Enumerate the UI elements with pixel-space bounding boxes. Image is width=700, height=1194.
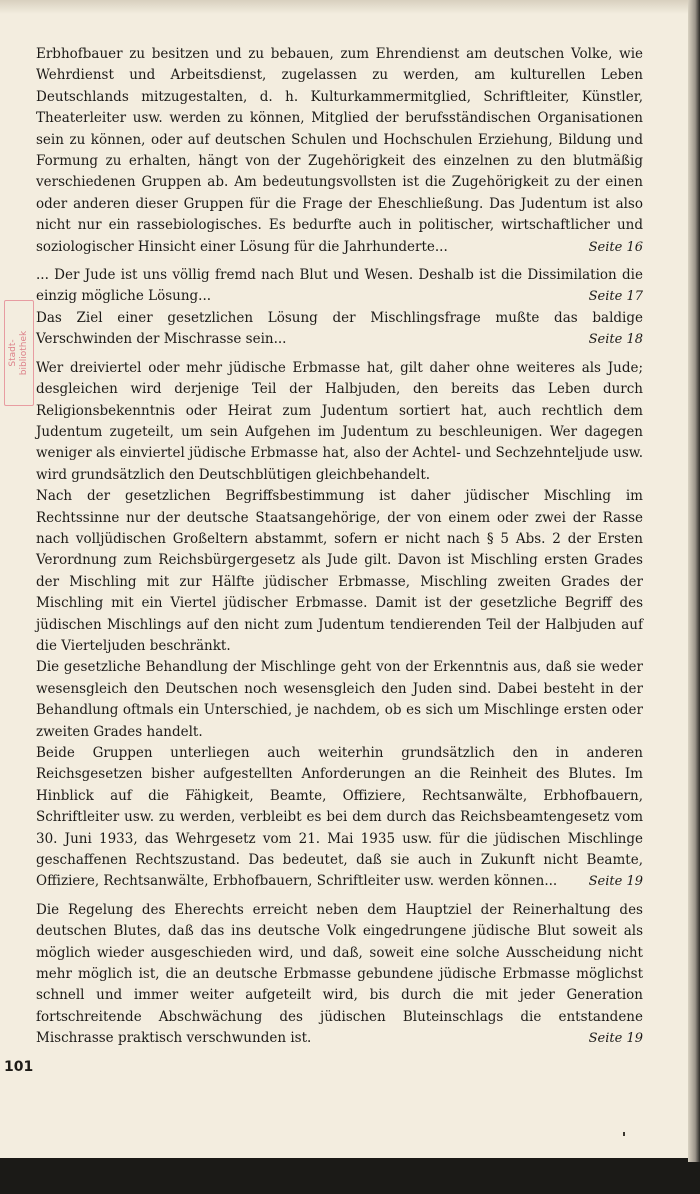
source-ref-1: Seite 16 <box>588 239 643 255</box>
source-ref-2: Seite 17 <box>588 289 643 305</box>
paragraph-2 <box>36 265 643 308</box>
paragraph-7-text: Beide Gruppen unterliegen auch weiterhin grundsätzlich den in anderen Reichsgesetzen bisher aufgestellten Anforderungen an die Reinheit des Blutes. Im Hinblick auf die Fähigkeit, Beamte, Offiziere, Rechtsanwälte, Erbhofbauern, Schriftleiter usw. zu werden, verbleibt es bei dem durch das Reichsbeamtengesetz vom 30. Juni 1933, das Wehrgesetz vom 21. Mai 1935 usw. für die jüdischen Mischlinge geschaffenen Rechtszustand. Das bedeutet, daß sie auch in Zukunft nicht Beamte, Offiziere, Rechtsanwälte, Erbhofbauern, Schriftleiter usw. werden können... <box>36 745 643 890</box>
paragraph-6-text: Die gesetzliche Behandlung der Mischlinge geht von der Erkenntnis aus, daß sie weder wesensgleich den Deutschen noch wesensgleich den Juden sind. Dabei besteht in der Behandlung oftmals ein Unterschied, je nachdem, ob es sich um Mischlinge ersten oder zweiten Grades handelt. <box>36 659 643 740</box>
source-ref-8: Seite 19 <box>588 1031 643 1047</box>
body-text <box>36 44 643 1050</box>
paragraph-8-text: Die Regelung des Eherechts erreicht neben dem Hauptziel der Reinerhaltung des deutschen Blutes, daß das ins deutsche Volk eingedrungene jüdische Blut soweit als möglich wieder ausgeschieden wird, und daß, soweit eine solche Ausscheidung nicht mehr möglich ist, die an deutsche Erbmasse gebundene jüdische Erbmasse möglichst schnell und immer weiter aufgeteilt wird, bis durch die mit jeder Generation fortschreitende Abschwächung des jüdischen Bluteinschlags die entstandene Mischrasse praktisch verschwunden ist. <box>36 901 643 1047</box>
paragraph-8 <box>36 900 643 1050</box>
paragraph-5-text: Nach der gesetzlichen Begriffsbestimmung ist daher jüdischer Mischling im Rechtssinne nur der deutsche Staatsangehörige, der von einem oder zwei der Rasse nach volljüdischen Großeltern abstammt, sofern er nicht nach § 5 Abs. 2 der Ersten Verordnung zum Reichsbürgergesetz als Jude gilt. Davon ist Mischling ersten Grades der Mischling mit zur Hälfte jüdischer Erbmasse, Mischling zweiten Grades der Mischling mit ein Viertel jüdischer Erbmasse. Damit ist der gesetzliche Begriff des jüdischen Mischlings auf den nicht zum Judentum tendierenden Teil der Halbjuden auf die Vierteljuden beschränkt. <box>36 488 643 654</box>
paragraph-6 <box>36 657 643 743</box>
library-stamp <box>4 300 34 406</box>
page-number: 101 <box>4 1059 34 1075</box>
paragraph-1-text: Erbhofbauer zu besitzen und zu bebauen, zum Ehrendienst am deutschen Volke, wie Wehrdienst und Arbeitsdienst, zugelassen zu werden, am kulturellen Leben Deutschlands mitzugestalten, d. h. Kulturkammermitglied, Schriftleiter, Künstler, Theaterleiter usw. werden zu können, Mitglied der berufsständischen Organisationen sein zu können, oder auf deutschen Schulen und Hochschulen Erziehung, Bildung und Formung zu erhalten, hängt von der Zugehörigkeit des einzelnen zu den blutmäßig verschiedenen Gruppen ab. Am bedeutungsvollsten ist die Zugehörigkeit zu der einen oder anderen dieser Gruppen für die Frage der Eheschließung. Das Judentum ist also nicht nur ein rassebiologisches. Es bedurfte auch in politischer, wirtschaftlicher und soziologischer Hinsicht einer Lösung für die Jahrhunderte... <box>36 46 643 255</box>
page-top-shadow <box>0 0 692 14</box>
paragraph-3 <box>36 308 643 351</box>
paragraph-2-text: ... Der Jude ist uns völlig fremd nach Blut und Wesen. Deshalb ist die Dissimilation die einzig mögliche Lösung... <box>36 267 643 305</box>
source-ref-3: Seite 18 <box>588 332 643 348</box>
paragraph-7 <box>36 743 643 893</box>
source-ref-7: Seite 19 <box>588 874 643 890</box>
paper-speck <box>623 1132 625 1136</box>
paragraph-4-text: Wer dreiviertel oder mehr jüdische Erbmasse hat, gilt daher ohne weiteres als Jude; desgleichen wird derjenige Teil der Halbjuden, den bereits das Leben durch Religionsbekenntnis oder Heirat zum Judentum sortiert hat, auch rechtlich dem Judentum zugeteilt, um sein Aufgehen im Judentum zu beschleunigen. Wer dagegen weniger als einviertel jüdische Erbmasse hat, also der Achtel- und Sechzehnteljude usw. wird grundsätzlich den Deutschblütigen gleichbehandelt. <box>36 359 643 483</box>
paragraph-4 <box>36 358 643 486</box>
page-edge-shadow <box>688 0 700 1162</box>
paragraph-3-text: Das Ziel einer gesetzlichen Lösung der Mischlingsfrage mußte das baldige Verschwinden der Mischrasse sein... <box>36 309 643 348</box>
library-stamp-text: Stadt- bibliothek <box>8 330 29 376</box>
paragraph-5 <box>36 486 643 657</box>
paragraph-1 <box>36 44 643 258</box>
